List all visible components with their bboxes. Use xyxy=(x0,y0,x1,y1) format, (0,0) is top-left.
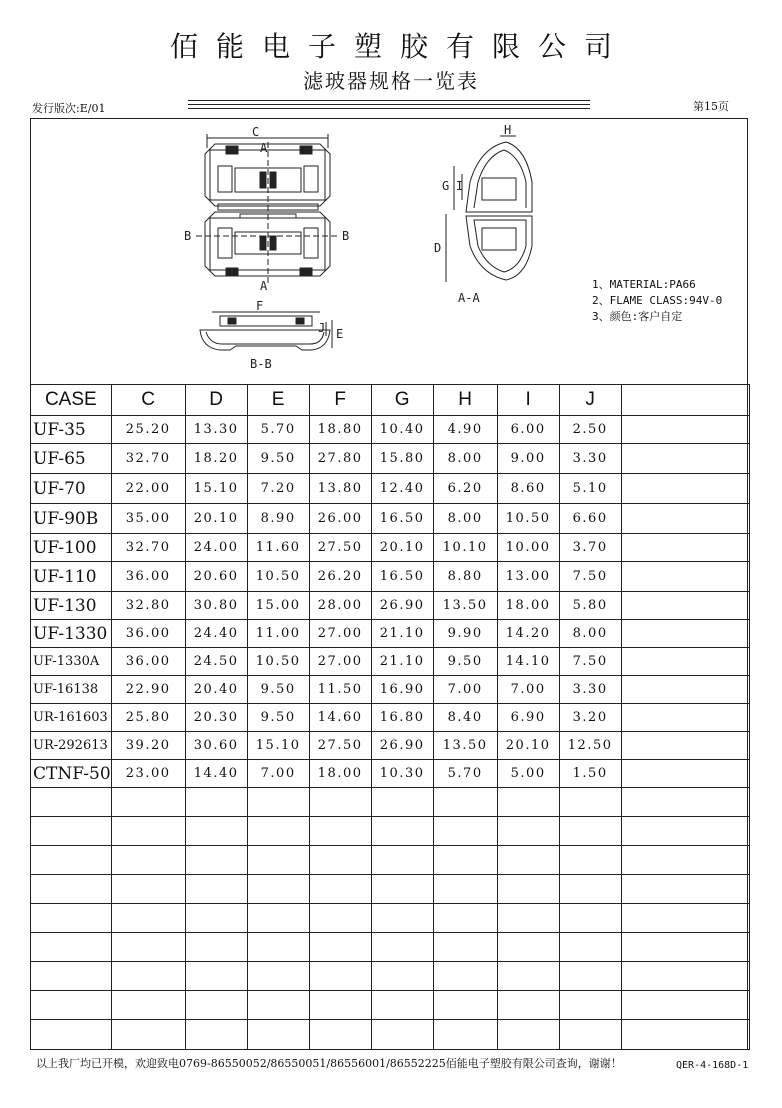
cell-case: CTNF-50 xyxy=(31,760,112,788)
cell-i: 10.00 xyxy=(497,534,559,562)
cell-i: 20.10 xyxy=(497,732,559,760)
cell-d: 20.30 xyxy=(185,704,247,732)
cell-g: 16.50 xyxy=(371,562,433,592)
cell-f: 27.00 xyxy=(309,620,371,648)
header-c: C xyxy=(111,385,185,416)
label-j: J xyxy=(318,321,326,335)
cell-blank xyxy=(621,416,749,444)
cell-c xyxy=(111,904,185,933)
label-b-b: B-B xyxy=(250,357,272,371)
cell-d xyxy=(185,962,247,991)
cell-blank xyxy=(621,704,749,732)
table-row xyxy=(31,562,750,592)
cell-blank xyxy=(621,562,749,592)
cell-f: 13.80 xyxy=(309,474,371,504)
cell-j: 7.50 xyxy=(559,562,621,592)
cell-d: 20.60 xyxy=(185,562,247,592)
cell-e: 9.50 xyxy=(247,444,309,474)
cell-i: 9.00 xyxy=(497,444,559,474)
label-f: F xyxy=(256,299,264,313)
cell-blank xyxy=(621,648,749,676)
cell-j: 1.50 xyxy=(559,760,621,788)
cell-d: 30.80 xyxy=(185,592,247,620)
table-row xyxy=(31,444,750,474)
cell-e xyxy=(247,933,309,962)
footer-contact-text: 以上我厂均已开模，欢迎致电0769-86550052/86550051/86556001/86552225佰能电子塑胶有限公司查询，谢谢！ xyxy=(36,1057,622,1070)
cell-i xyxy=(497,962,559,991)
cell-e xyxy=(247,991,309,1020)
cell-g xyxy=(371,962,433,991)
table-row xyxy=(31,416,750,444)
cell-g: 16.80 xyxy=(371,704,433,732)
cell-e: 5.70 xyxy=(247,416,309,444)
header-d: D xyxy=(185,385,247,416)
table-row xyxy=(31,676,750,704)
cell-d xyxy=(185,1020,247,1050)
cell-c xyxy=(111,788,185,817)
cell-case xyxy=(31,846,112,875)
table-row xyxy=(31,904,750,933)
cell-case: UF-1330A xyxy=(31,648,112,676)
cell-h: 8.00 xyxy=(433,504,497,534)
cell-blank xyxy=(621,875,749,904)
cell-c xyxy=(111,962,185,991)
cell-g xyxy=(371,991,433,1020)
cell-j xyxy=(559,846,621,875)
cell-i xyxy=(497,817,559,846)
cell-f: 18.80 xyxy=(309,416,371,444)
cell-h: 13.50 xyxy=(433,592,497,620)
cell-case xyxy=(31,1020,112,1050)
cell-c: 23.00 xyxy=(111,760,185,788)
table-row xyxy=(31,760,750,788)
cell-d: 15.10 xyxy=(185,474,247,504)
cell-case: UR-292613 xyxy=(31,732,112,760)
cell-blank xyxy=(621,504,749,534)
cell-e: 7.00 xyxy=(247,760,309,788)
cell-j: 3.70 xyxy=(559,534,621,562)
cell-e: 8.90 xyxy=(247,504,309,534)
table-row xyxy=(31,817,750,846)
cell-f: 28.00 xyxy=(309,592,371,620)
cell-e xyxy=(247,846,309,875)
cell-g xyxy=(371,904,433,933)
cell-i: 14.20 xyxy=(497,620,559,648)
cell-blank xyxy=(621,534,749,562)
table-row xyxy=(31,592,750,620)
note-color: 3、颜色:客户自定 xyxy=(592,310,683,323)
cell-c: 22.90 xyxy=(111,676,185,704)
cell-d xyxy=(185,875,247,904)
cell-f: 18.00 xyxy=(309,760,371,788)
cell-i: 13.00 xyxy=(497,562,559,592)
technical-drawing xyxy=(30,118,748,384)
header-rule-bottom xyxy=(188,108,590,109)
table-row xyxy=(31,933,750,962)
cell-blank xyxy=(621,904,749,933)
cell-h xyxy=(433,875,497,904)
cell-f xyxy=(309,991,371,1020)
header-e: E xyxy=(247,385,309,416)
cell-f xyxy=(309,904,371,933)
label-h: H xyxy=(504,123,512,137)
cell-j: 2.50 xyxy=(559,416,621,444)
note-flame-class: 2、FLAME CLASS:94V-0 xyxy=(592,294,723,307)
table-row xyxy=(31,504,750,534)
cell-f xyxy=(309,875,371,904)
spec-table xyxy=(30,384,750,1050)
cell-i: 10.50 xyxy=(497,504,559,534)
cell-case: UF-1330 xyxy=(31,620,112,648)
cell-j xyxy=(559,788,621,817)
cell-i xyxy=(497,991,559,1020)
cell-j: 5.80 xyxy=(559,592,621,620)
table-row xyxy=(31,991,750,1020)
cell-blank xyxy=(621,817,749,846)
cell-case: UF-100 xyxy=(31,534,112,562)
cell-i xyxy=(497,933,559,962)
cell-d: 24.50 xyxy=(185,648,247,676)
cell-d: 13.30 xyxy=(185,416,247,444)
cell-c: 36.00 xyxy=(111,562,185,592)
cell-d: 30.60 xyxy=(185,732,247,760)
cell-i: 18.00 xyxy=(497,592,559,620)
header-rule-top xyxy=(188,100,590,101)
cell-h: 9.50 xyxy=(433,648,497,676)
cell-e xyxy=(247,875,309,904)
cell-blank xyxy=(621,732,749,760)
cell-case: UR-161603 xyxy=(31,704,112,732)
cell-g: 10.30 xyxy=(371,760,433,788)
cell-case: UF-70 xyxy=(31,474,112,504)
cell-c xyxy=(111,991,185,1020)
cell-g: 26.90 xyxy=(371,732,433,760)
cell-f xyxy=(309,817,371,846)
cell-case: UF-130 xyxy=(31,592,112,620)
cell-case: UF-16138 xyxy=(31,676,112,704)
cell-c: 35.00 xyxy=(111,504,185,534)
cell-f: 27.50 xyxy=(309,534,371,562)
cell-j: 12.50 xyxy=(559,732,621,760)
version-label: 发行版次:E/01 xyxy=(32,102,106,115)
header-g: G xyxy=(371,385,433,416)
table-header-row xyxy=(31,385,750,416)
cell-c xyxy=(111,846,185,875)
cell-j xyxy=(559,991,621,1020)
cell-e: 9.50 xyxy=(247,704,309,732)
cell-c xyxy=(111,1020,185,1050)
cell-f: 26.00 xyxy=(309,504,371,534)
header-f: F xyxy=(309,385,371,416)
cell-h: 7.00 xyxy=(433,676,497,704)
cell-blank xyxy=(621,991,749,1020)
label-a-a: A-A xyxy=(458,291,480,305)
cell-d xyxy=(185,846,247,875)
cell-h: 8.80 xyxy=(433,562,497,592)
cell-f: 26.20 xyxy=(309,562,371,592)
label-c: C xyxy=(252,125,260,139)
cell-j xyxy=(559,904,621,933)
cell-case: UF-90B xyxy=(31,504,112,534)
cell-j: 5.10 xyxy=(559,474,621,504)
cell-c: 25.20 xyxy=(111,416,185,444)
cell-j: 3.20 xyxy=(559,704,621,732)
cell-h xyxy=(433,991,497,1020)
cell-f xyxy=(309,788,371,817)
label-b-left: B xyxy=(184,229,192,243)
cell-i xyxy=(497,1020,559,1050)
cell-i: 5.00 xyxy=(497,760,559,788)
header-i: I xyxy=(497,385,559,416)
label-g: G xyxy=(442,179,450,193)
cell-blank xyxy=(621,474,749,504)
header-j: J xyxy=(559,385,621,416)
cell-c: 25.80 xyxy=(111,704,185,732)
cell-f: 27.50 xyxy=(309,732,371,760)
cell-c: 32.80 xyxy=(111,592,185,620)
table-row xyxy=(31,534,750,562)
table-row xyxy=(31,875,750,904)
cell-e: 10.50 xyxy=(247,562,309,592)
section-b-b-view xyxy=(200,316,330,350)
cell-e: 7.20 xyxy=(247,474,309,504)
cell-j xyxy=(559,1020,621,1050)
cell-i: 14.10 xyxy=(497,648,559,676)
cell-h: 4.90 xyxy=(433,416,497,444)
cell-g xyxy=(371,846,433,875)
table-body xyxy=(31,416,750,1050)
note-material: 1、MATERIAL:PA66 xyxy=(592,278,696,291)
cell-case xyxy=(31,962,112,991)
cell-f: 14.60 xyxy=(309,704,371,732)
cell-i xyxy=(497,788,559,817)
header-h: H xyxy=(433,385,497,416)
label-d: D xyxy=(434,241,442,255)
cell-f xyxy=(309,846,371,875)
cell-e xyxy=(247,817,309,846)
cell-blank xyxy=(621,620,749,648)
cell-e: 15.10 xyxy=(247,732,309,760)
cell-e: 11.00 xyxy=(247,620,309,648)
cell-h xyxy=(433,846,497,875)
cell-d: 18.20 xyxy=(185,444,247,474)
cell-f xyxy=(309,933,371,962)
header-blank xyxy=(621,385,749,416)
cell-j: 7.50 xyxy=(559,648,621,676)
cell-i xyxy=(497,846,559,875)
cell-j xyxy=(559,933,621,962)
cell-g xyxy=(371,817,433,846)
cell-c: 36.00 xyxy=(111,648,185,676)
cell-case xyxy=(31,788,112,817)
table-row xyxy=(31,846,750,875)
cell-g: 26.90 xyxy=(371,592,433,620)
cell-c xyxy=(111,933,185,962)
cell-f: 11.50 xyxy=(309,676,371,704)
table-row xyxy=(31,732,750,760)
cell-g: 20.10 xyxy=(371,534,433,562)
cell-h xyxy=(433,1020,497,1050)
document-code: QER-4-168D-1 xyxy=(676,1060,749,1071)
cell-case: UF-110 xyxy=(31,562,112,592)
cell-g xyxy=(371,788,433,817)
cell-f xyxy=(309,1020,371,1050)
cell-e xyxy=(247,1020,309,1050)
section-a-a-view xyxy=(466,142,532,280)
cell-d: 20.40 xyxy=(185,676,247,704)
cell-case xyxy=(31,875,112,904)
label-a-bottom: A xyxy=(260,279,268,293)
cell-blank xyxy=(621,1020,749,1050)
cell-h xyxy=(433,904,497,933)
company-title: 佰能电子塑胶有限公司 xyxy=(169,30,630,63)
cell-d xyxy=(185,904,247,933)
cell-c: 36.00 xyxy=(111,620,185,648)
cell-f xyxy=(309,962,371,991)
cell-d xyxy=(185,933,247,962)
table-row xyxy=(31,620,750,648)
table-row xyxy=(31,788,750,817)
table-row xyxy=(31,474,750,504)
cell-blank xyxy=(621,788,749,817)
cell-d xyxy=(185,788,247,817)
cell-c: 32.70 xyxy=(111,534,185,562)
cell-j xyxy=(559,962,621,991)
cell-i: 7.00 xyxy=(497,676,559,704)
cell-d: 14.40 xyxy=(185,760,247,788)
cell-j: 8.00 xyxy=(559,620,621,648)
cell-j xyxy=(559,875,621,904)
cell-g: 10.40 xyxy=(371,416,433,444)
table-row xyxy=(31,962,750,991)
cell-g: 21.10 xyxy=(371,620,433,648)
cell-c xyxy=(111,875,185,904)
cell-c xyxy=(111,817,185,846)
cell-i: 8.60 xyxy=(497,474,559,504)
cell-e: 10.50 xyxy=(247,648,309,676)
cell-i xyxy=(497,875,559,904)
cell-case: UF-65 xyxy=(31,444,112,474)
cell-blank xyxy=(621,933,749,962)
cell-i xyxy=(497,904,559,933)
cell-g: 15.80 xyxy=(371,444,433,474)
cell-c: 32.70 xyxy=(111,444,185,474)
cell-j: 6.60 xyxy=(559,504,621,534)
cell-e xyxy=(247,904,309,933)
cell-e: 11.60 xyxy=(247,534,309,562)
table-row xyxy=(31,1020,750,1050)
page-number: 第15页 xyxy=(693,100,729,113)
cell-h: 6.20 xyxy=(433,474,497,504)
cell-h: 9.90 xyxy=(433,620,497,648)
cell-g: 16.50 xyxy=(371,504,433,534)
cell-h: 5.70 xyxy=(433,760,497,788)
cell-g: 21.10 xyxy=(371,648,433,676)
header-rule-middle xyxy=(188,104,590,105)
cell-blank xyxy=(621,592,749,620)
cell-j: 3.30 xyxy=(559,676,621,704)
cell-e: 9.50 xyxy=(247,676,309,704)
cell-e: 15.00 xyxy=(247,592,309,620)
cell-e xyxy=(247,962,309,991)
cell-g: 12.40 xyxy=(371,474,433,504)
cell-case xyxy=(31,904,112,933)
cell-blank xyxy=(621,444,749,474)
cell-f: 27.80 xyxy=(309,444,371,474)
table-row xyxy=(31,704,750,732)
cell-case xyxy=(31,933,112,962)
cell-f: 27.00 xyxy=(309,648,371,676)
cell-j xyxy=(559,817,621,846)
cell-case xyxy=(31,991,112,1020)
cell-h xyxy=(433,933,497,962)
cell-d xyxy=(185,817,247,846)
cell-h xyxy=(433,788,497,817)
label-i: I xyxy=(456,179,464,193)
cell-c: 39.20 xyxy=(111,732,185,760)
cell-h: 8.40 xyxy=(433,704,497,732)
cell-h: 10.10 xyxy=(433,534,497,562)
cell-blank xyxy=(621,846,749,875)
cell-blank xyxy=(621,676,749,704)
cell-c: 22.00 xyxy=(111,474,185,504)
table-row xyxy=(31,648,750,676)
cell-d: 20.10 xyxy=(185,504,247,534)
cell-g: 16.90 xyxy=(371,676,433,704)
cell-blank xyxy=(621,962,749,991)
cell-blank xyxy=(621,760,749,788)
cell-d: 24.00 xyxy=(185,534,247,562)
label-e: E xyxy=(336,327,344,341)
cell-g xyxy=(371,875,433,904)
cell-case: UF-35 xyxy=(31,416,112,444)
cell-d xyxy=(185,991,247,1020)
cell-g xyxy=(371,1020,433,1050)
cell-e xyxy=(247,788,309,817)
cell-h: 8.00 xyxy=(433,444,497,474)
cell-h: 13.50 xyxy=(433,732,497,760)
document-subtitle: 滤玻器规格一览表 xyxy=(303,69,479,93)
technical-drawing-area xyxy=(30,118,748,384)
cell-i: 6.90 xyxy=(497,704,559,732)
label-b-right: B xyxy=(342,229,350,243)
cell-case xyxy=(31,817,112,846)
cell-g xyxy=(371,933,433,962)
cell-d: 24.40 xyxy=(185,620,247,648)
label-a-top: A xyxy=(260,141,268,155)
cell-h xyxy=(433,817,497,846)
cell-j: 3.30 xyxy=(559,444,621,474)
header-case: CASE xyxy=(31,385,112,416)
cell-h xyxy=(433,962,497,991)
cell-i: 6.00 xyxy=(497,416,559,444)
